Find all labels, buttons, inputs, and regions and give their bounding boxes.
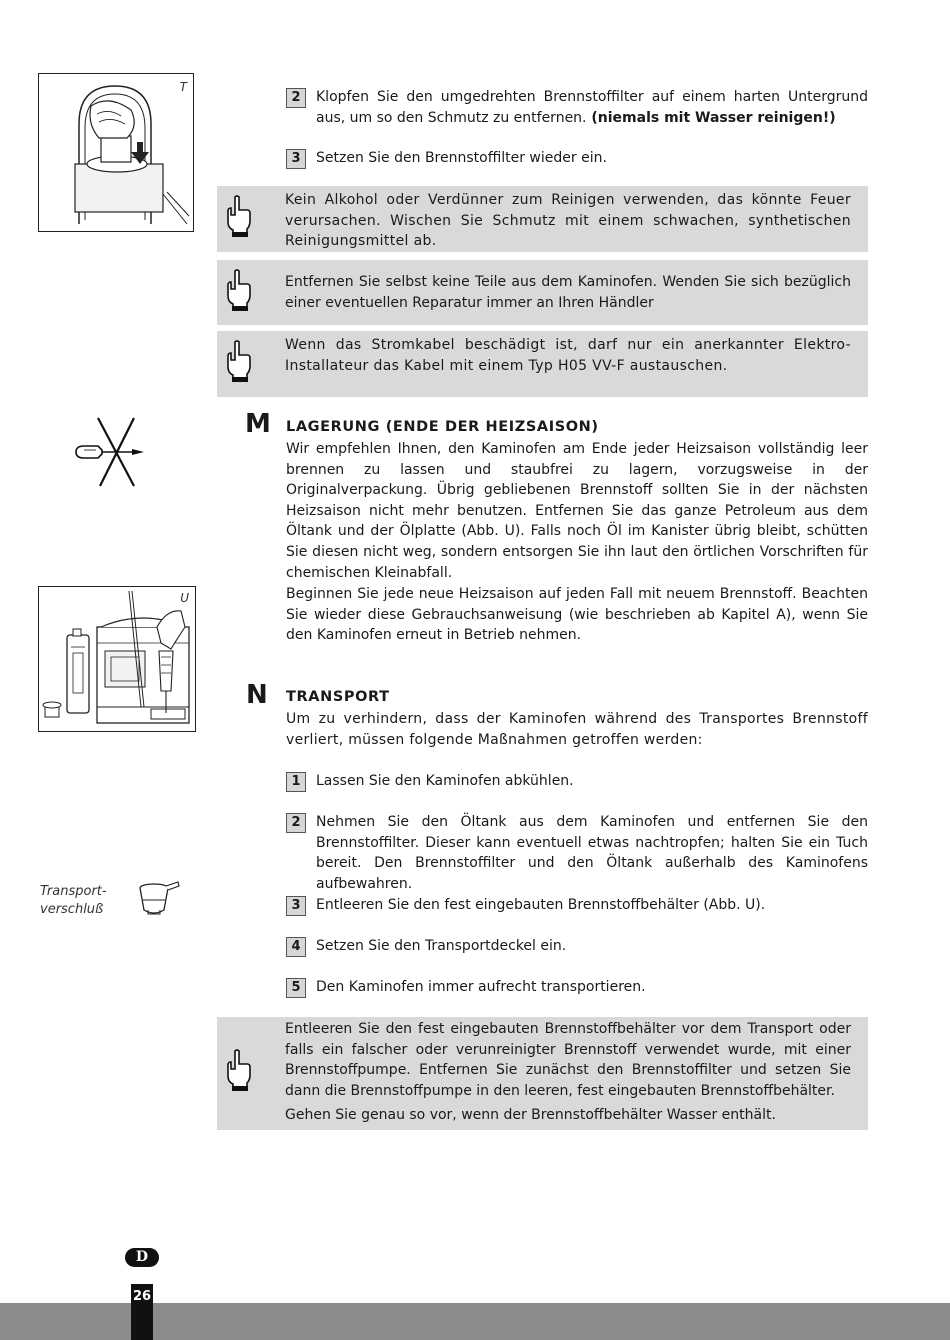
pointing-hand-icon [223, 340, 253, 382]
page-number-tab [131, 1284, 153, 1340]
section-heading-m: LAGERUNG (ENDE DER HEIZSAISON) [286, 419, 599, 435]
warning-note-text-2: Gehen Sie genau so vor, wenn der Brennstoffbehälter Wasser enthält. [285, 1107, 776, 1123]
warning-note-3 [217, 331, 868, 397]
step-5 [286, 977, 868, 998]
caption-line-2: verschluß [40, 902, 104, 917]
section-heading-n: TRANSPORT [286, 689, 390, 705]
section-m-paragraph-2: Beginnen Sie jede neue Heizsaison auf jeden Fall mit neuem Brennstoff. Beachten Sie wieder diese Gebrauchsanweisung (wie beschrieben ab Kapitel A), wenn Sie den Kaminofen erneut in Betrieb nehmen. [286, 586, 868, 644]
section-m-paragraph-1: Wir empfehlen Ihnen, den Kaminofen am Ende jeder Heizsaison vollständig leer brennen zu lassen und staubfrei zu lagern, vorzugsweise in der Originalverpackung. Übrig gebliebenen Brennstoff sollten Sie in der nächsten Heizsaison nicht mehr benutzen. Entfernen Sie das ganze Petroleum aus dem Öltank und der Ölplatte (Abb. U). Falls noch Öl im Kanister übrig bleibt, schütten Sie diesen nicht weg, sondern entsorgen Sie ihn laut den örtlichen Vorschriften für chemischen Kleinabfall. [286, 441, 868, 581]
step-2-top [286, 87, 868, 128]
pointing-hand-icon [223, 269, 253, 311]
figure-u-label: U [180, 591, 189, 605]
pointing-hand-icon [223, 1049, 253, 1091]
pointing-hand-icon [223, 195, 253, 237]
figure-t [38, 73, 194, 232]
step-text: Nehmen Sie den Öltank aus dem Kaminofen und entfernen Sie den Brennstoffilter. Dieser kann eventuell etwas nachtropfen; halten Sie ein Tuch bereit. Den Brennstoffilter und den Öltank außerhalb des Kaminofens aufbewahren. [316, 814, 868, 892]
filter-tap-illustration [39, 74, 193, 231]
no-screwdriver-icon [72, 414, 152, 490]
step-number: 1 [286, 772, 306, 792]
step-number: 4 [286, 937, 306, 957]
warning-note-text: Kein Alkohol oder Verdünner zum Reinigen verwenden, das könnte Feuer verursachen. Wischen Sie Schmutz mit einem schwachen, synthetischen Reinigungsmittel ab. [285, 192, 851, 250]
warning-note-text: Wenn das Stromkabel beschädigt ist, darf nur ein anerkannter Elektro-Installateur das Kabel mit einem Typ H05 VV-F austauschen. [285, 337, 851, 374]
warning-note-1 [217, 186, 868, 252]
stove-pump-illustration [39, 587, 195, 731]
step-number: 2 [286, 813, 306, 833]
step-1 [286, 771, 868, 792]
transport-cap-caption [40, 883, 107, 919]
step-4 [286, 936, 868, 957]
step-number: 3 [286, 896, 306, 916]
step-number: 2 [286, 88, 306, 108]
figure-t-label: T [179, 80, 187, 94]
step-3 [286, 895, 868, 916]
warning-note-text: Entfernen Sie selbst keine Teile aus dem Kaminofen. Wenden Sie sich bezüglich einer eventuellen Reparatur immer an Ihren Händler [285, 274, 851, 311]
page-number: 26 [132, 1289, 152, 1304]
warning-note-text: Entleeren Sie den fest eingebauten Brennstoffbehälter vor dem Transport oder falls ein falscher oder verunreinigter Brennstoff verwendet wurde, mit einer Brennstoffpumpe. Entfernen Sie zunächst den Brennstoffilter und setzen Sie dann die Brennstoffpumpe in den leeren, fest eingebauten Brennstoffbehälter. [285, 1021, 851, 1099]
section-letter-n: N [246, 680, 268, 710]
language-badge [125, 1248, 159, 1267]
caption-line-1: Transport- [40, 884, 107, 899]
language-code: D [135, 1249, 149, 1265]
figure-u [38, 586, 196, 732]
step-text: Lassen Sie den Kaminofen abkühlen. [316, 773, 574, 789]
transport-cap-icon [136, 880, 182, 918]
section-n-intro: Um zu verhindern, dass der Kaminofen während des Transportes Brennstoff verliert, müssen folgende Maßnahmen getroffen werden: [286, 711, 868, 748]
step-bold-text: (niemals mit Wasser reinigen!) [586, 109, 836, 126]
step-text: Entleeren Sie den fest eingebauten Brennstoffbehälter (Abb. U). [316, 897, 766, 913]
step-text: Klopfen Sie den umgedrehten Brennstoffilter auf einem harten Untergrund aus, um so den Schmutz zu entfernen. [316, 89, 868, 126]
step-2 [286, 812, 868, 894]
step-text: Setzen Sie den Brennstoffilter wieder ein. [316, 150, 607, 166]
warning-note-2 [217, 260, 868, 325]
step-number: 3 [286, 149, 306, 169]
step-text: Den Kaminofen immer aufrecht transportieren. [316, 979, 646, 995]
step-number: 5 [286, 978, 306, 998]
section-letter-m: M [245, 409, 271, 439]
warning-note-4 [217, 1017, 868, 1130]
step-3-top [286, 148, 868, 169]
step-text: Setzen Sie den Transportdeckel ein. [316, 938, 567, 954]
